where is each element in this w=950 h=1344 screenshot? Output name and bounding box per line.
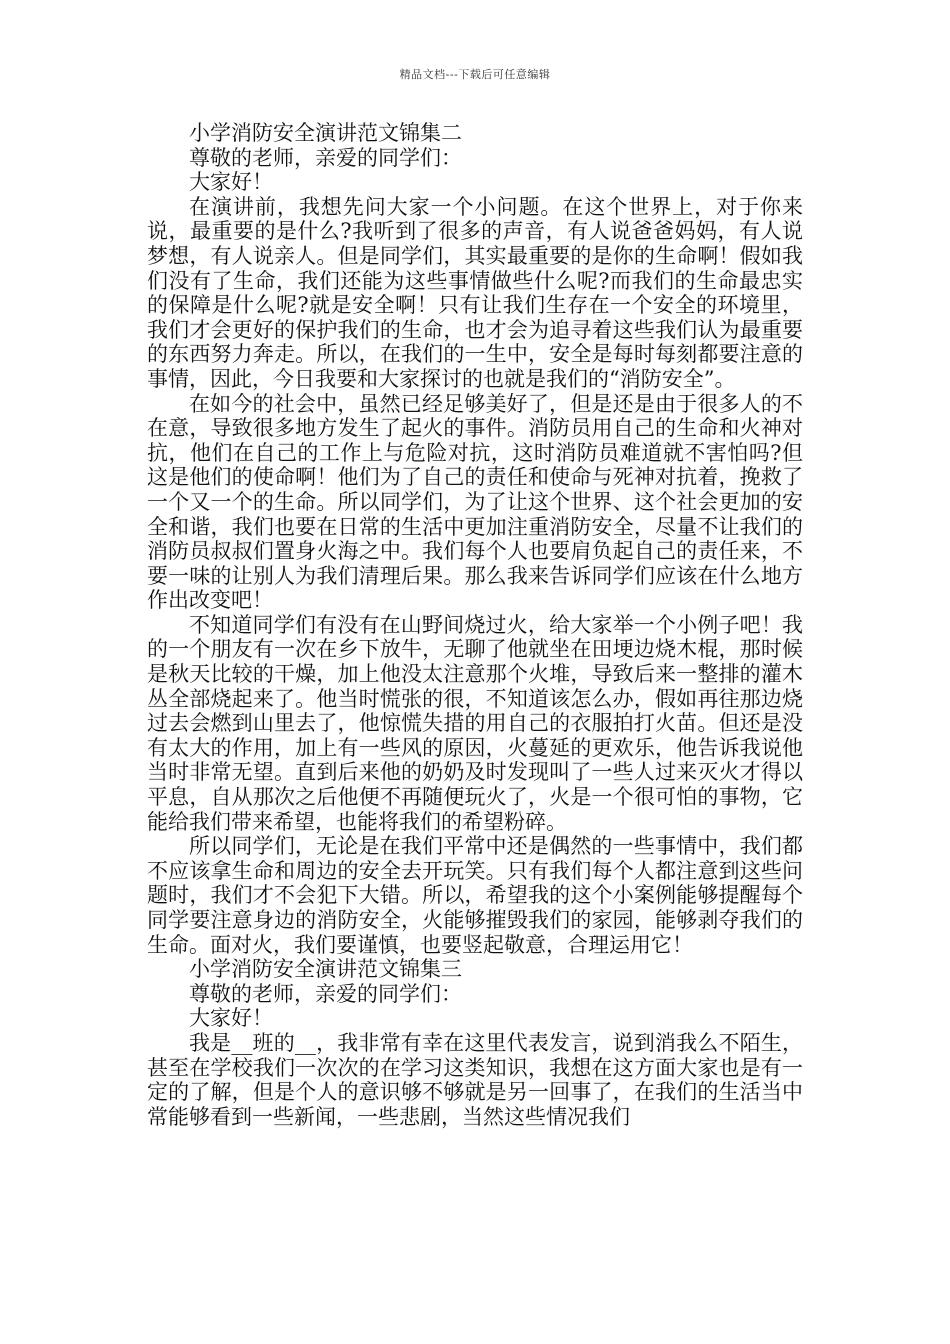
section-title: 小学消防安全演讲范文锦集三: [189, 957, 462, 982]
body-paragraph: 所以同学们，无论是在我们平常中还是偶然的一些事情中，我们都不应该拿生命和周边的安全去开玩笑。只有我们每个人都注意到这些问题时，我们才不会犯下大错。所以，希望我的这个小案例能够提醒每个同学要注意身边的消防安全，火能够摧毁我们的家园，能够剥夺我们的生命。面对火，我们要谨慎，也要竖起敬意，合理运用它！: [147, 834, 803, 957]
document-body: [147, 121, 803, 1129]
greeting: 大家好！: [189, 1006, 273, 1031]
body-paragraph: 我是__班的__，我非常有幸在这里代表发言，说到消我么不陌生，甚至在学校我们一次次的在学习这类知识，我想在这方面大家也是有一定的了解，但是个人的意识够不够就是另一回事了，在我们的生活当中常能够看到一些新闻，一些悲剧，当然这些情况我们: [147, 1030, 803, 1129]
greeting: 大家好！: [189, 170, 273, 195]
body-paragraph: 不知道同学们有没有在山野间烧过火，给大家举一个小例子吧！我的一个朋友有一次在乡下放牛，无聊了他就坐在田埂边烧木棍，那时候是秋天比较的干燥，加上他没太注意那个火堆，导致后来一整排的灌木丛全部烧起来了。他当时慌张的很，不知道该怎么办，假如再往那边烧过去会燃到山里去了，他惊慌失措的用自己的衣服拍打火苗。但还是没有太大的作用，加上有一些风的原因，火蔓延的更欢乐，他告诉我说他当时非常无望。直到后来他的奶奶及时发现叫了一些人过来灭火才得以平息，自从那次之后他便不再随便玩火了，火是一个很可怕的事物，它能给我们带来希望，也能将我们的希望粉碎。: [147, 612, 803, 834]
section-title: 小学消防安全演讲范文锦集二: [189, 121, 462, 145]
salutation: 尊敬的老师，亲爱的同学们：: [189, 145, 462, 170]
page-header: 精品文档---下载后可任意编辑: [399, 68, 551, 81]
salutation: 尊敬的老师，亲爱的同学们：: [189, 981, 462, 1006]
body-paragraph: 在如今的社会中，虽然已经足够美好了，但是还是由于很多人的不在意，导致很多地方发生了起火的事件。消防员用自己的生命和火神对抗，他们在自己的工作上与危险对抗，这时消防员难道就不害怕吗?但这是他们的使命啊！他们为了自己的责任和使命与死神对抗着，挽救了一个又一个的生命。所以同学们，为了让这个世界、这个社会更加的安全和谐，我们也要在日常的生活中更加注重消防安全，尽量不让我们的消防员叔叔们置身火海之中。我们每个人也要肩负起自己的责任来，不要一味的让别人为我们清理后果。那么我来告诉同学们应该在什么地方作出改变吧！: [147, 391, 803, 613]
body-paragraph: 在演讲前，我想先问大家一个小问题。在这个世界上，对于你来说，最重要的是什么?我听到了很多的声音，有人说爸爸妈妈，有人说梦想，有人说亲人。但是同学们，其实最重要的是你的生命啊！假如我们没有了生命，我们还能为这些事情做些什么呢?而我们的生命最忠实的保障是什么呢?就是安全啊！只有让我们生存在一个安全的环境里，我们才会更好的保护我们的生命，也才会为追寻着这些我们认为最重要的东西努力奔走。所以，在我们的一生中，安全是每时每刻都要注意的事情，因此，今日我要和大家探讨的也就是我们的“消防安全”。: [147, 194, 803, 391]
